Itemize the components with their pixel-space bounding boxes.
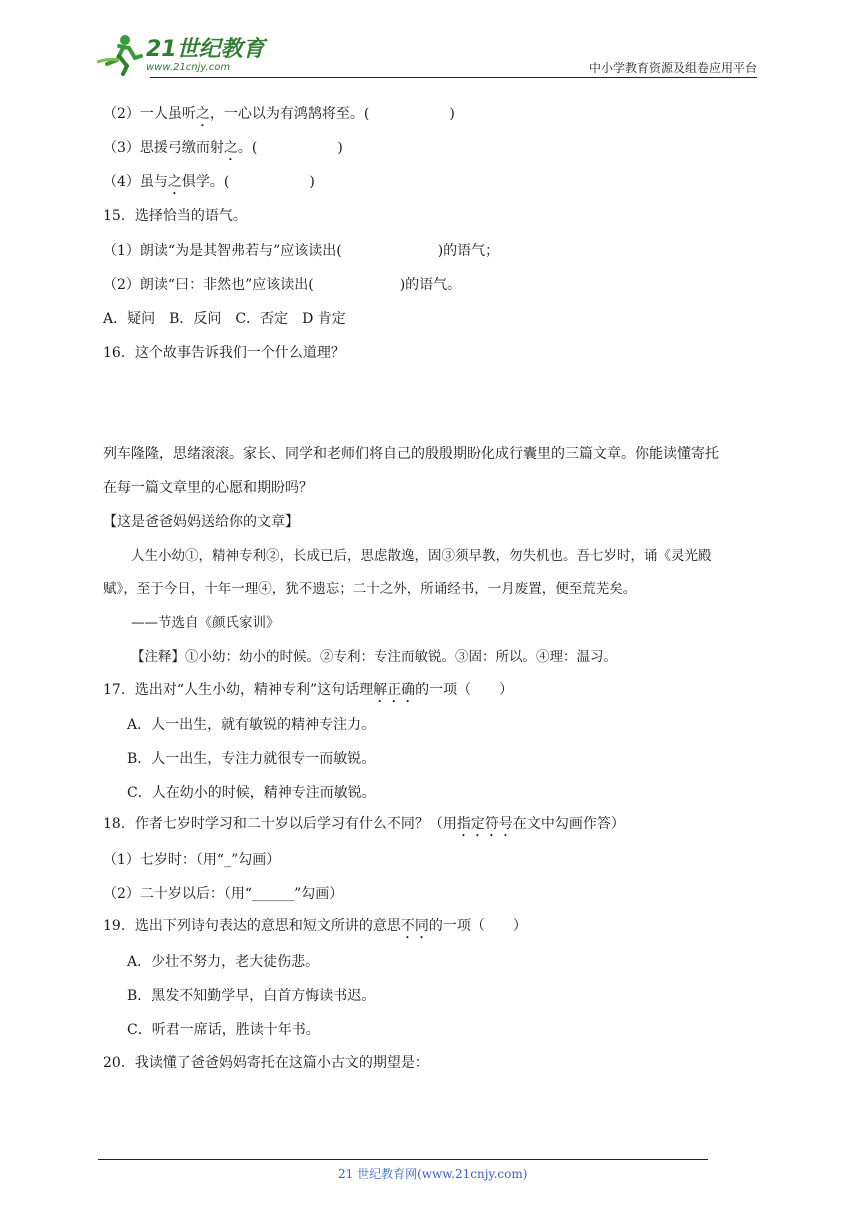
- footer-text: 21 世纪教育网(www.21cnjy.com): [338, 1167, 528, 1181]
- section-heading: 【这是爸爸妈妈送给你的文章】: [103, 514, 299, 530]
- passage-notes: 【注释】①小幼：幼小的时候。②专利：专注而敏锐。③固：所以。④理：温习。: [131, 649, 617, 665]
- q16: 16．这个故事告诉我们一个什么道理？: [103, 345, 345, 361]
- q19: 19．选出下列诗句表达的意思和短文所讲的意思不同的一项（ ）: [103, 918, 527, 934]
- passage-line-2: 赋》，至于今日，十年一理④，犹不遗忘；二十之外，所诵经书，一月废置，便至荒芜矣。: [103, 581, 637, 597]
- q18: 18．作者七岁时学习和二十岁以后学习有什么不同？（用指定符号在文中勾画作答）: [103, 816, 625, 832]
- q15-1: （1）朗读“为是其智弗若与”应该读出( )的语气；: [103, 243, 500, 259]
- q14-3: （3）思援弓缴而射之。( ): [103, 140, 343, 156]
- q14-2: （2）一人虽听之，一心以为有鸿鹄将至。( ): [103, 106, 455, 122]
- q17-option-a: A．人一出生，就有敏锐的精神专注力。: [127, 717, 376, 733]
- q19-option-c: C．听君一席话，胜读十年书。: [127, 1022, 320, 1038]
- q15-options: A．疑问 B．反问 C．否定 D 肯定: [103, 311, 346, 327]
- header-rule: [150, 77, 757, 78]
- passage-line-1: 人生小幼①，精神专利②，长成已后，思虑散逸，固③须早教，勿失机也。吾七岁时，诵《灵光殿: [131, 548, 712, 564]
- q20: 20．我读懂了爸爸妈妈寄托在这篇小古文的期望是：: [103, 1055, 429, 1071]
- q19-option-a: A．少壮不努力，老大徒伤悲。: [127, 954, 320, 970]
- header-right-text: 中小学教育资源及组卷应用平台: [588, 61, 757, 75]
- footer-rule: [98, 1159, 708, 1160]
- logo-icon: [95, 32, 147, 76]
- q19-option-b: B．黑发不知勤学早，白首方悔读书迟。: [127, 988, 376, 1004]
- passage-source: ——节选自《颜氏家训》: [131, 615, 280, 631]
- logo-text: 21世纪教育: [146, 37, 265, 62]
- q17-option-b: B．人一出生，专注力就很专一而敏锐。: [127, 751, 376, 767]
- q18-2: （2）二十岁以后：（用“______”勾画）: [103, 886, 344, 902]
- q15-2: （2）朗读“曰：非然也”应该读出( )的语气。: [103, 277, 462, 293]
- q17: 17．选出对“人生小幼，精神专利”这句话理解正确的一项（ ）: [103, 682, 514, 698]
- q14-4: （4）虽与之俱学。( ): [103, 174, 315, 190]
- q17-option-c: C．人在幼小的时候，精神专注而敏锐。: [127, 785, 376, 801]
- intro-line-2: 在每一篇文章里的心愿和期盼吗？: [103, 480, 313, 496]
- q15-title: 15．选择恰当的语气。: [103, 208, 247, 224]
- logo-url: www.21cnjy.com: [146, 62, 231, 73]
- q18-1: （1）七岁时：（用“_”勾画）: [103, 852, 281, 868]
- intro-line-1: 列车隆隆，思绪滚滚。家长、同学和老师们将自己的殷殷期盼化成行囊里的三篇文章。你能读懂寄托: [103, 446, 719, 462]
